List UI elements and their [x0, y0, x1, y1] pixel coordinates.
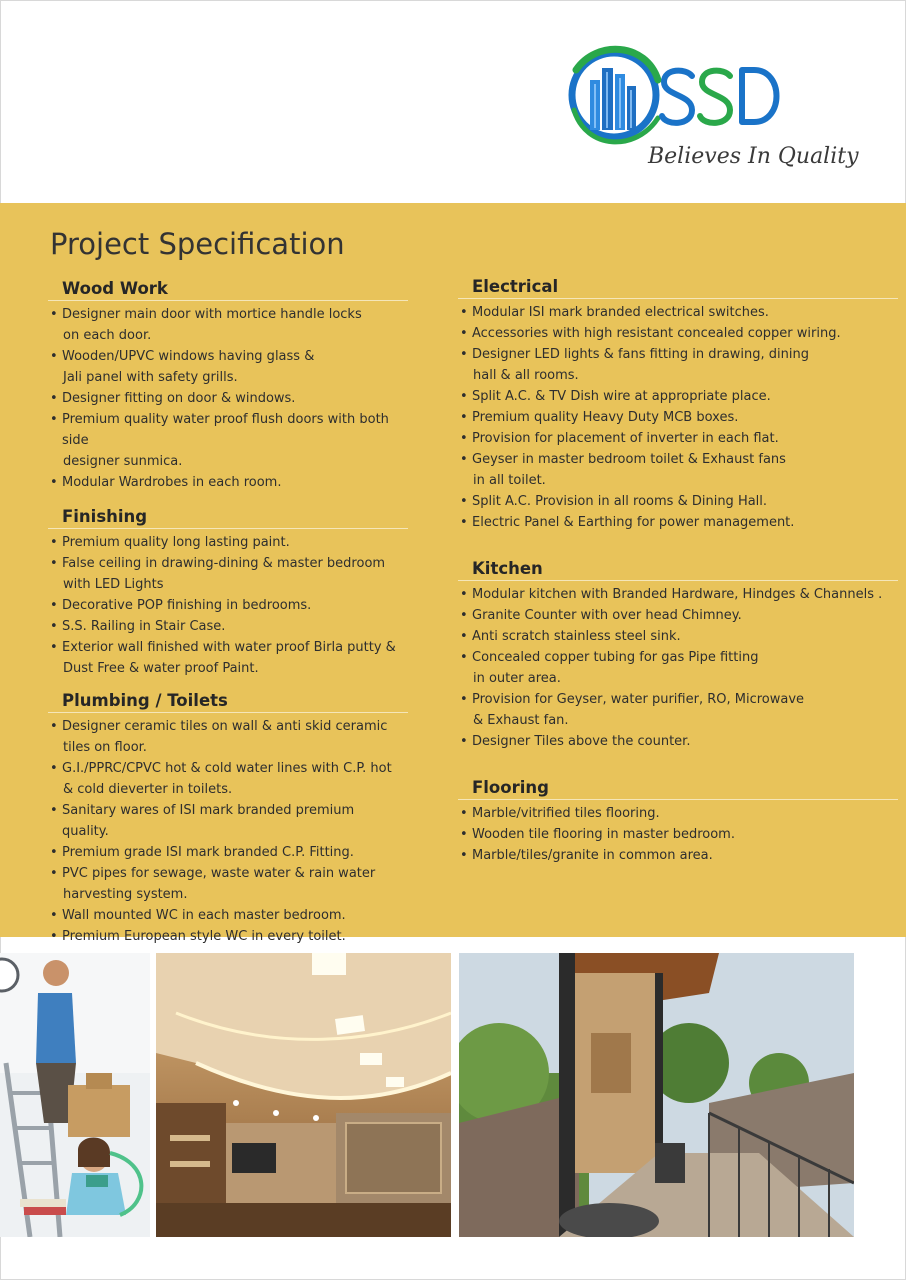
spec-item [458, 731, 898, 752]
spec-item [48, 553, 408, 595]
spec-item-continuation: & cold dieverter in toilets. [63, 782, 233, 797]
spec-item-text: • Marble/tiles/granite in common area. [472, 848, 713, 863]
spec-item [458, 407, 898, 428]
spec-item [458, 824, 898, 845]
spec-item [458, 845, 898, 866]
section-heading: Kitchen [458, 557, 898, 581]
spec-item [48, 926, 408, 947]
spec-item-text: • Decorative POP finishing in bedrooms. [62, 598, 312, 613]
spec-item-text: • G.I./PPRC/CPVC hot & cold water lines with C.P. hot [62, 761, 392, 776]
spec-item-text: • Split A.C. & TV Dish wire at appropriate place. [472, 389, 771, 404]
spec-list [458, 803, 898, 866]
spec-item [458, 386, 898, 407]
section-heading: Finishing [48, 505, 408, 529]
spec-item [48, 388, 408, 409]
spec-item-continuation: harvesting system. [63, 887, 188, 902]
spec-item [458, 689, 898, 731]
spec-item [48, 616, 408, 637]
right-column [458, 275, 898, 866]
specification-panel [0, 203, 906, 944]
spec-list [458, 302, 898, 533]
spec-list [48, 532, 408, 679]
brand-tagline: Believes In Quality [648, 144, 859, 169]
spec-item-text: • Wooden/UPVC windows having glass & [62, 349, 315, 364]
spec-item-continuation: in all toilet. [473, 473, 546, 488]
spec-item [48, 346, 408, 388]
brand-logo [566, 40, 859, 190]
spec-item [48, 716, 408, 758]
balcony-photo [459, 953, 854, 1237]
spec-item-text: • Modular Wardrobes in each room. [62, 475, 282, 490]
spec-item-text: • Geyser in master bedroom toilet & Exhaust fans [472, 452, 786, 467]
spec-item-text: • Premium quality long lasting paint. [62, 535, 290, 550]
spec-item [48, 863, 408, 905]
spec-item-text: • Premium quality water proof flush doors with both side [62, 412, 389, 448]
section-plumbing-toilets [48, 689, 408, 947]
family-photo [0, 953, 150, 1237]
spec-list [458, 584, 898, 752]
spec-item-text: • Accessories with high resistant concealed copper wiring. [472, 326, 841, 341]
spec-item-text: • S.S. Railing in Stair Case. [62, 619, 226, 634]
spec-item [48, 304, 408, 346]
spec-item-text: • Exterior wall finished with water proof Birla putty & [62, 640, 396, 655]
spec-item-text: • Premium quality Heavy Duty MCB boxes. [472, 410, 739, 425]
spec-item-text: • Anti scratch stainless steel sink. [472, 629, 681, 644]
section-heading: Electrical [458, 275, 898, 299]
spec-item-text: • Designer fitting on door & windows. [62, 391, 296, 406]
spec-item [48, 842, 408, 863]
spec-item-text: • Premium grade ISI mark branded C.P. Fitting. [62, 845, 354, 860]
spec-item-text: • Designer LED lights & fans fitting in drawing, dining [472, 347, 810, 362]
spec-item-continuation: on each door. [63, 328, 152, 343]
spec-item-text: • False ceiling in drawing-dining & master bedroom [62, 556, 386, 571]
spec-item [458, 323, 898, 344]
spec-item [48, 905, 408, 926]
left-column [48, 277, 408, 947]
spec-item-continuation: in outer area. [473, 671, 561, 686]
spec-item [48, 532, 408, 553]
spec-item-text: • PVC pipes for sewage, waste water & rain water [62, 866, 376, 881]
spec-item [458, 626, 898, 647]
spec-item-text: • Wooden tile flooring in master bedroom. [472, 827, 735, 842]
spec-item [458, 512, 898, 533]
spec-item [48, 595, 408, 616]
section-wood-work [48, 277, 408, 493]
spec-item-text: • Electric Panel & Earthing for power management. [472, 515, 795, 530]
spec-item [458, 647, 898, 689]
spec-item-text: • Marble/vitrified tiles flooring. [472, 806, 660, 821]
spec-item-text: • Concealed copper tubing for gas Pipe fitting [472, 650, 759, 665]
spec-item-text: • Designer ceramic tiles on wall & anti skid ceramic [62, 719, 388, 734]
spec-item-text: • Provision for placement of inverter in each flat. [472, 431, 779, 446]
spec-item-continuation: tiles on floor. [63, 740, 147, 755]
spec-item-continuation: hall & all rooms. [473, 368, 579, 383]
section-finishing [48, 505, 408, 679]
spec-item [458, 344, 898, 386]
page-title: Project Specification [50, 227, 345, 261]
spec-item [458, 491, 898, 512]
spec-item-continuation: Dust Free & water proof Paint. [63, 661, 259, 676]
spec-item [48, 758, 408, 800]
spec-item [458, 449, 898, 491]
spec-item-text: • Modular kitchen with Branded Hardware, Hindges & Channels . [472, 587, 883, 602]
section-kitchen [458, 557, 898, 752]
spec-item [458, 428, 898, 449]
interior-ceiling-photo [156, 953, 451, 1237]
spec-item-text: • Modular ISI mark branded electrical switches. [472, 305, 769, 320]
spec-item-text: • Designer main door with mortice handle locks [62, 307, 362, 322]
spec-item [48, 472, 408, 493]
logo-letter-accents [658, 62, 788, 142]
spec-item-text: • Designer Tiles above the counter. [472, 734, 691, 749]
spec-item [48, 637, 408, 679]
section-heading: Flooring [458, 776, 898, 800]
spec-item-text: • Wall mounted WC in each master bedroom. [62, 908, 346, 923]
spec-item [458, 584, 898, 605]
spec-item [458, 803, 898, 824]
section-flooring [458, 776, 898, 866]
spec-item-text: • Split A.C. Provision in all rooms & Dining Hall. [472, 494, 768, 509]
spec-item-continuation: with LED Lights [63, 577, 164, 592]
spec-item [48, 800, 408, 842]
spec-item-continuation: designer sunmica. [63, 454, 183, 469]
section-heading: Wood Work [48, 277, 408, 301]
spec-item-text: • Premium European style WC in every toilet. [62, 929, 346, 944]
section-heading: Plumbing / Toilets [48, 689, 408, 713]
spec-item-text: • Sanitary wares of ISI mark branded premium quality. [62, 803, 355, 839]
spec-list [48, 304, 408, 493]
spec-list [48, 716, 408, 947]
spec-item [458, 605, 898, 626]
spec-item-continuation: & Exhaust fan. [473, 713, 569, 728]
section-electrical [458, 275, 898, 533]
spec-item-text: • Provision for Geyser, water purifier, RO, Microwave [472, 692, 805, 707]
spec-item [48, 409, 408, 472]
spec-item-text: • Granite Counter with over head Chimney. [472, 608, 742, 623]
spec-item [458, 302, 898, 323]
spec-item-continuation: Jali panel with safety grills. [63, 370, 238, 385]
